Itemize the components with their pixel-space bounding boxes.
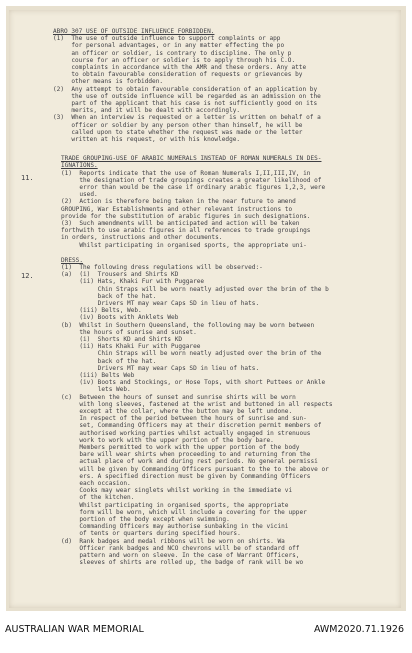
document-line: (3) When an interview is requested or a letter is written on behalf of a — [53, 114, 321, 122]
document-line: lets Web. — [61, 386, 131, 394]
document-line: bare will wear shirts when proceeding to and returning from the — [61, 451, 311, 459]
document-line: of the kitchen. — [61, 494, 135, 502]
document-line: ers. A specified direction must be given by Commanding Officers — [61, 472, 311, 480]
document-line: of tents or quarters during specified hours. — [61, 530, 241, 538]
document-line: Drivers MT may wear Caps SD in lieu of hats. — [61, 300, 260, 307]
document-line: in orders, instructions and other documents. — [61, 234, 223, 242]
document-line: the designation of trade groupings creates a greater likelihood of — [61, 176, 322, 184]
document-line: (1) Reports indicate that the use of Roman Numerals I,II,III,IV, in — [61, 169, 311, 177]
document-line: will be given by Commanding Officers pursuant to the to the above or — [61, 465, 329, 473]
document-line: the hours of sunrise and sunset. — [61, 328, 197, 336]
document-line: (2) Any attempt to obtain favourable consideration of an application by — [53, 85, 318, 93]
section-number-11: 11. — [21, 174, 34, 182]
document-line: (3) Such amendments will be anticipated and action will be taken — [61, 220, 300, 227]
document-line: to obtain favourable consideration of requests or grievances by — [53, 71, 303, 79]
document-line: set, Commanding Officers may at their discretion permit members of — [61, 422, 322, 430]
document-line: TRADE GROUPING-USE OF ARABIC NUMERALS INSTEAD OF ROMAN NUMERALS IN DES- — [61, 155, 322, 163]
document-line: Whilst participating in organised sports, the appropriate uni- — [61, 241, 307, 249]
document-line: back of the hat. — [61, 357, 157, 365]
document-line: ABRO 307 USE OF OUTSIDE INFLUENCE FORBIDDEN. — [53, 28, 215, 35]
document-line: (1) The use of outside influence to support complaints or app — [53, 35, 281, 43]
document-line: (i) Shorts KD and Shirts KD — [61, 336, 183, 343]
document-line: the use of outside influence will be regarded as an admission on the — [53, 92, 321, 100]
document-line: provide for the substitution of arabic figures in such designations. — [61, 212, 311, 220]
document-line: Whilst participating in organised sports, the appropriate — [61, 501, 289, 509]
document-line: form will be worn, which will include a covering for the upper — [61, 508, 307, 516]
document-line: (iv) Boots with Anklets Web — [61, 314, 179, 322]
document-text — [9, 10, 401, 608]
document-line: complaints in accordance with the AMR and these orders. Any atte — [53, 64, 307, 71]
document-line: merits, and it will be dealt with accordingly. — [53, 107, 241, 115]
document-line: (1) The following dress regulations will be observed:- — [61, 264, 263, 271]
document-line: IGNATIONS. — [61, 162, 98, 170]
document-line: authorised working parties whilst actually engaged in strenuous — [61, 429, 311, 437]
document-line: used. — [61, 191, 98, 199]
document-line: except at the collar, where the button may be left undone. — [61, 408, 293, 415]
document-line: portion of the body except when swimming. — [61, 516, 230, 523]
document-line: Members permitted to work with the upper portion of the body — [61, 444, 300, 451]
document-line: called upon to state whether the request was made or the letter — [53, 128, 303, 136]
document-line: forthwith to use arabic figures in all references to trade groupings — [61, 227, 311, 235]
document-line: (a) (i) Trousers and Shirts KD — [61, 271, 179, 279]
document-line: DRESS. — [61, 256, 84, 264]
document-line: GROUPING, War Establishments and other relevant instructions to — [61, 205, 293, 213]
archive-footer — [0, 620, 412, 653]
document-line: (iii) Belts, Web. — [61, 307, 142, 315]
document-line: (c) Between the hours of sunset and sunrise shirts will be worn — [61, 393, 296, 401]
document-line: an officer or soldier, is contrary to discipline. The only p — [53, 49, 292, 57]
document-line: (b) Whilst in Southern Queensland, the following may be worn between — [61, 321, 315, 329]
document-line: (ii) Hats Khaki Fur with Puggaree — [61, 343, 201, 351]
document-line: for personal advantages, or in any matter effecting the po — [53, 42, 285, 50]
document-line: In respect of the period between the hours of sunrise and sun- — [61, 415, 307, 423]
document-line: (2) Action is therefore being taken in the near future to amend — [61, 198, 296, 206]
document-line: part of the applicant that his case is not sufficiently good on its — [53, 100, 318, 107]
document-line: (d) Rank badges and medal ribbons will be worn on shirts. Wa — [61, 537, 285, 545]
document-line: pattern and worn on sleeve. In the case of Warrant Officers, — [61, 552, 300, 559]
document-line: back of the hat. — [61, 292, 157, 300]
document-line: officer or soldier by any person other than himself, he will be — [53, 121, 303, 129]
document-line: actual place of work and during rest periods. No general permissi — [61, 458, 318, 466]
document-line: (iii) Belts Web — [61, 372, 135, 379]
document-line: Chin Straps will be worn neatly adjusted over the brim of the b — [61, 285, 329, 293]
document-line: (iv) Boots and Stockings, or Hose Tops, with short Puttees or Ankle — [61, 379, 326, 387]
section-number-12: 12. — [21, 272, 34, 280]
document-line: error than would be the case if ordinary arabic figures 1,2,3, were — [61, 184, 326, 191]
document-line: written at his request, or with his knowledge. — [53, 136, 241, 143]
document-line: work to work with the upper portion of the body bare. — [61, 436, 274, 444]
document-line: other means is forbidden. — [53, 78, 164, 86]
document-line: course for an officer or soldier is to apply through his C.O. — [53, 56, 296, 64]
document-line: (ii) Hats, Khaki Fur with Puggaree — [61, 278, 205, 286]
document-line: Chin Straps will be worn neatly adjusted over the brim of the — [61, 350, 322, 358]
document-line: each occasion. — [61, 480, 131, 487]
archive-reference: AWM2020.71.1926 — [313, 624, 404, 635]
document-page — [9, 10, 401, 608]
document-line: Commanding Officers may authorise sunbaking in the vicini — [61, 523, 289, 531]
document-line: sleeves of shirts are rolled up, the badge of rank will be wo — [61, 559, 304, 567]
document-line: Officer rank badges and NCO chevrons will be of standard off — [61, 544, 300, 552]
document-line: with long sleeves, fastened at the wrist and buttoned in all respects — [61, 400, 333, 408]
document-line: Drivers MT may wear Caps SD in lieu of hats. — [61, 364, 260, 372]
archive-name: AUSTRALIAN WAR MEMORIAL — [5, 624, 144, 635]
document-line: Cooks may wear singlets whilst working in the immediate vi — [61, 487, 293, 495]
